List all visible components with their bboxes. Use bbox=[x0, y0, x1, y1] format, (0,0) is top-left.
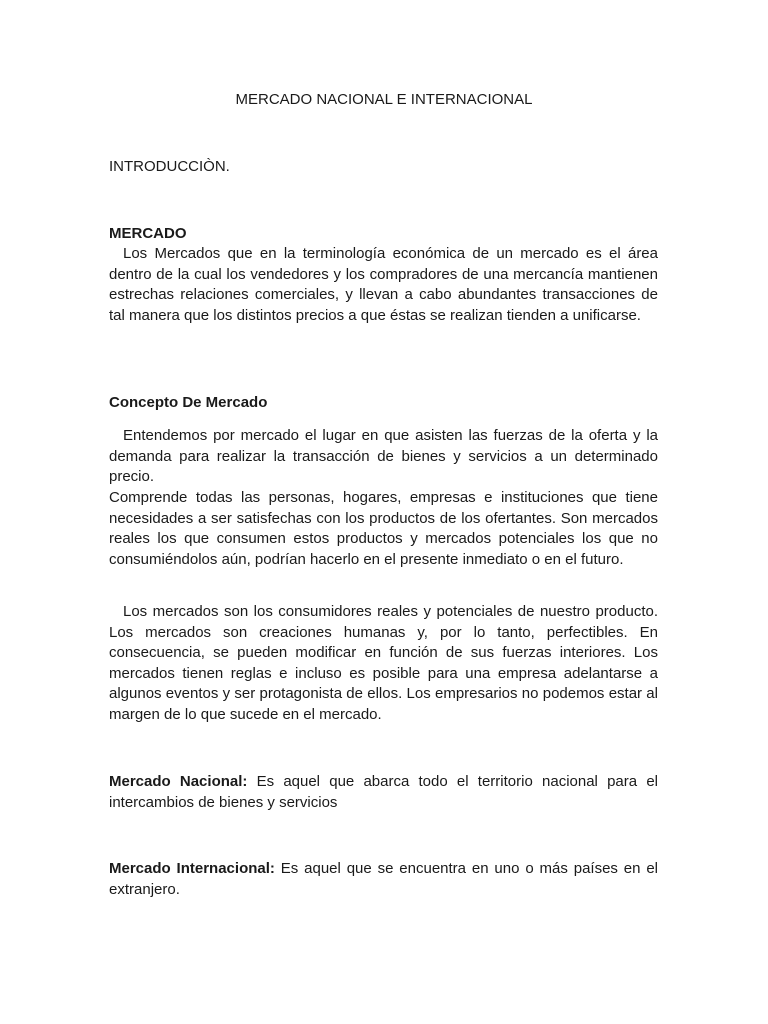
concepto-paragraph-3: Los mercados son los consumidores reales y potenciales de nuestro producto. Los mercados son creaciones humanas y, por lo tanto, perfectibles. En consecuencia, se pueden modificar en función de sus fuerzas interiores. Los mercados tienen reglas e incluso es posible para una empresa adelantarse a algunos eventos y ser protagonista de ellos. Los empresarios no podemos estar al margen de lo que sucede en el mercado. bbox=[109, 603, 658, 723]
concepto-heading: Concepto De Mercado bbox=[109, 394, 268, 411]
mercado-internacional-definition bbox=[109, 859, 658, 900]
mercado-internacional-text: Es aquel que se encuentra en uno o más países en el extranjero. bbox=[109, 860, 659, 898]
mercado-nacional-text: Es aquel que abarca todo el territorio nacional para el intercambios de bienes y servicios bbox=[109, 773, 658, 811]
mercado-internacional-term: Mercado Internacional: bbox=[109, 860, 275, 877]
mercado-nacional-term: Mercado Nacional: bbox=[109, 773, 248, 790]
mercado-heading: MERCADO bbox=[109, 225, 187, 242]
mercado-nacional-definition bbox=[109, 772, 658, 813]
mercado-paragraph: Los Mercados que en la terminología económica de un mercado es el área dentro de la cual los vendedores y los compradores de una mercancía mantienen estrechas relaciones comerciales, y llevan a cabo abundantes transacciones de tal manera que los distintos precios a que éstas se realizan tienden a unificarse. bbox=[109, 245, 658, 324]
document-title: MERCADO NACIONAL E INTERNACIONAL bbox=[235, 91, 533, 108]
intro-heading: INTRODUCCIÒN. bbox=[109, 158, 230, 175]
concepto-paragraph-1: Entendemos por mercado el lugar en que asisten las fuerzas de la oferta y la demanda para realizar la transacción de bienes y servicios a un determinado precio. bbox=[109, 427, 658, 486]
concepto-paragraph-2: Comprende todas las personas, hogares, empresas e instituciones que tiene necesidades a ser satisfechas con los productos de los ofertantes. Son mercados reales los que consumen estos productos y mercados potenciales los que no consumiéndolos aún, podrían hacerlo en el presente inmediato o en el futuro. bbox=[109, 489, 658, 568]
